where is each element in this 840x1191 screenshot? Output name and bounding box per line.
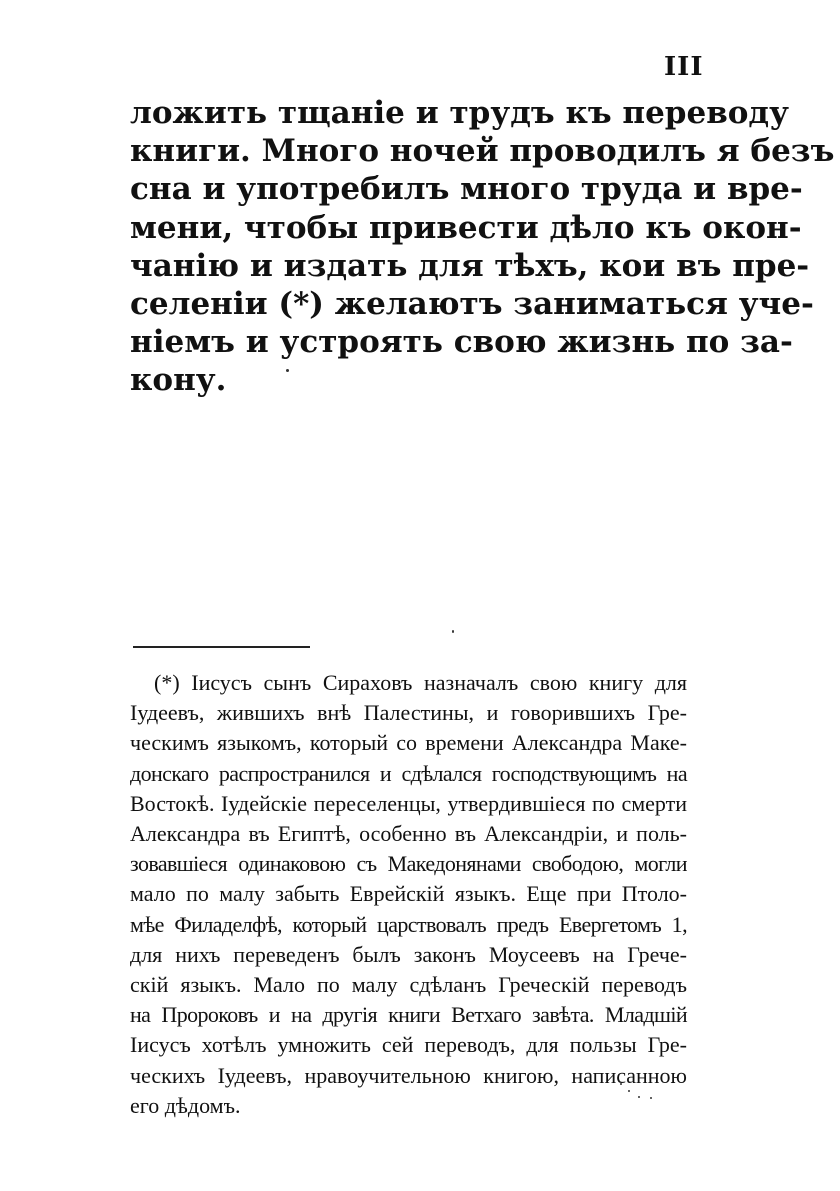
footnote-line: для нихъ переведенъ былъ законъ Моусеевъ на Грече-: [130, 941, 687, 967]
main-text-line: сна и употребилъ много труда и вре-: [130, 171, 803, 208]
footnote-line: ческихъ Іудеевъ, нравоучительною книгою, написанною: [130, 1062, 687, 1088]
ink-speck: [452, 630, 454, 633]
main-text-line: селеніи (*) желаютъ заниматься уче-: [130, 286, 814, 323]
footnote-line: ческимъ языкомъ, который со времени Александра Маке-: [130, 730, 687, 756]
page-number: III: [664, 52, 704, 82]
footnote-line: мало по малу забыть Еврейскій языкъ. Еще при Птоло-: [130, 881, 687, 907]
footnote-line: Іудеевъ, жившихъ внѣ Палестины, и говорившихъ Гре-: [130, 700, 687, 726]
footnote-line: Александра въ Египтѣ, особенно въ Александріи, и поль-: [130, 821, 687, 847]
footnote-divider: [133, 646, 310, 648]
main-text-line: чанію и издать для тѣхъ, кои въ пре-: [130, 247, 810, 284]
main-text-line: книги. Много ночей проводилъ я безъ: [130, 133, 835, 170]
footnote-line: на Пророковъ и на другія книги Ветхаго завѣта. Младшій: [130, 1002, 687, 1028]
footnote-line: его дѣдомъ.: [130, 1092, 241, 1118]
footnote-line: зовавшіеся одинаковою съ Македонянами свободою, могли: [130, 851, 687, 877]
main-text-line: мени, чтобы привести дѣло къ окон-: [130, 209, 802, 246]
main-text: [130, 94, 835, 400]
footnote-line: мѣе Филаделфѣ, который царствовалъ предъ Евергетомъ 1,: [130, 911, 687, 937]
footnote: [130, 668, 687, 1121]
footnote-line: Іисусъ хотѣлъ умножить сей переводъ, для пользы Гре-: [130, 1032, 687, 1058]
main-text-line: кону.: [130, 362, 227, 399]
footnote-line: Востокѣ. Іудейскіе переселенцы, утвердившіеся по смерти: [130, 790, 687, 816]
main-text-line: ніемъ и устроять свою жизнь по за-: [130, 324, 793, 361]
footnote-line: донскаго распространился и сдѣлался господствующимъ на: [130, 760, 687, 786]
footnote-line: скій языкъ. Мало по малу сдѣланъ Греческій переводъ: [130, 972, 687, 998]
ink-speck: [286, 369, 289, 372]
footnote-line: (*) Іисусъ сынъ Сираховъ назначалъ свою книгу для: [154, 670, 687, 695]
main-text-line: ложить тщаніе и трудъ къ переводу: [130, 95, 789, 131]
